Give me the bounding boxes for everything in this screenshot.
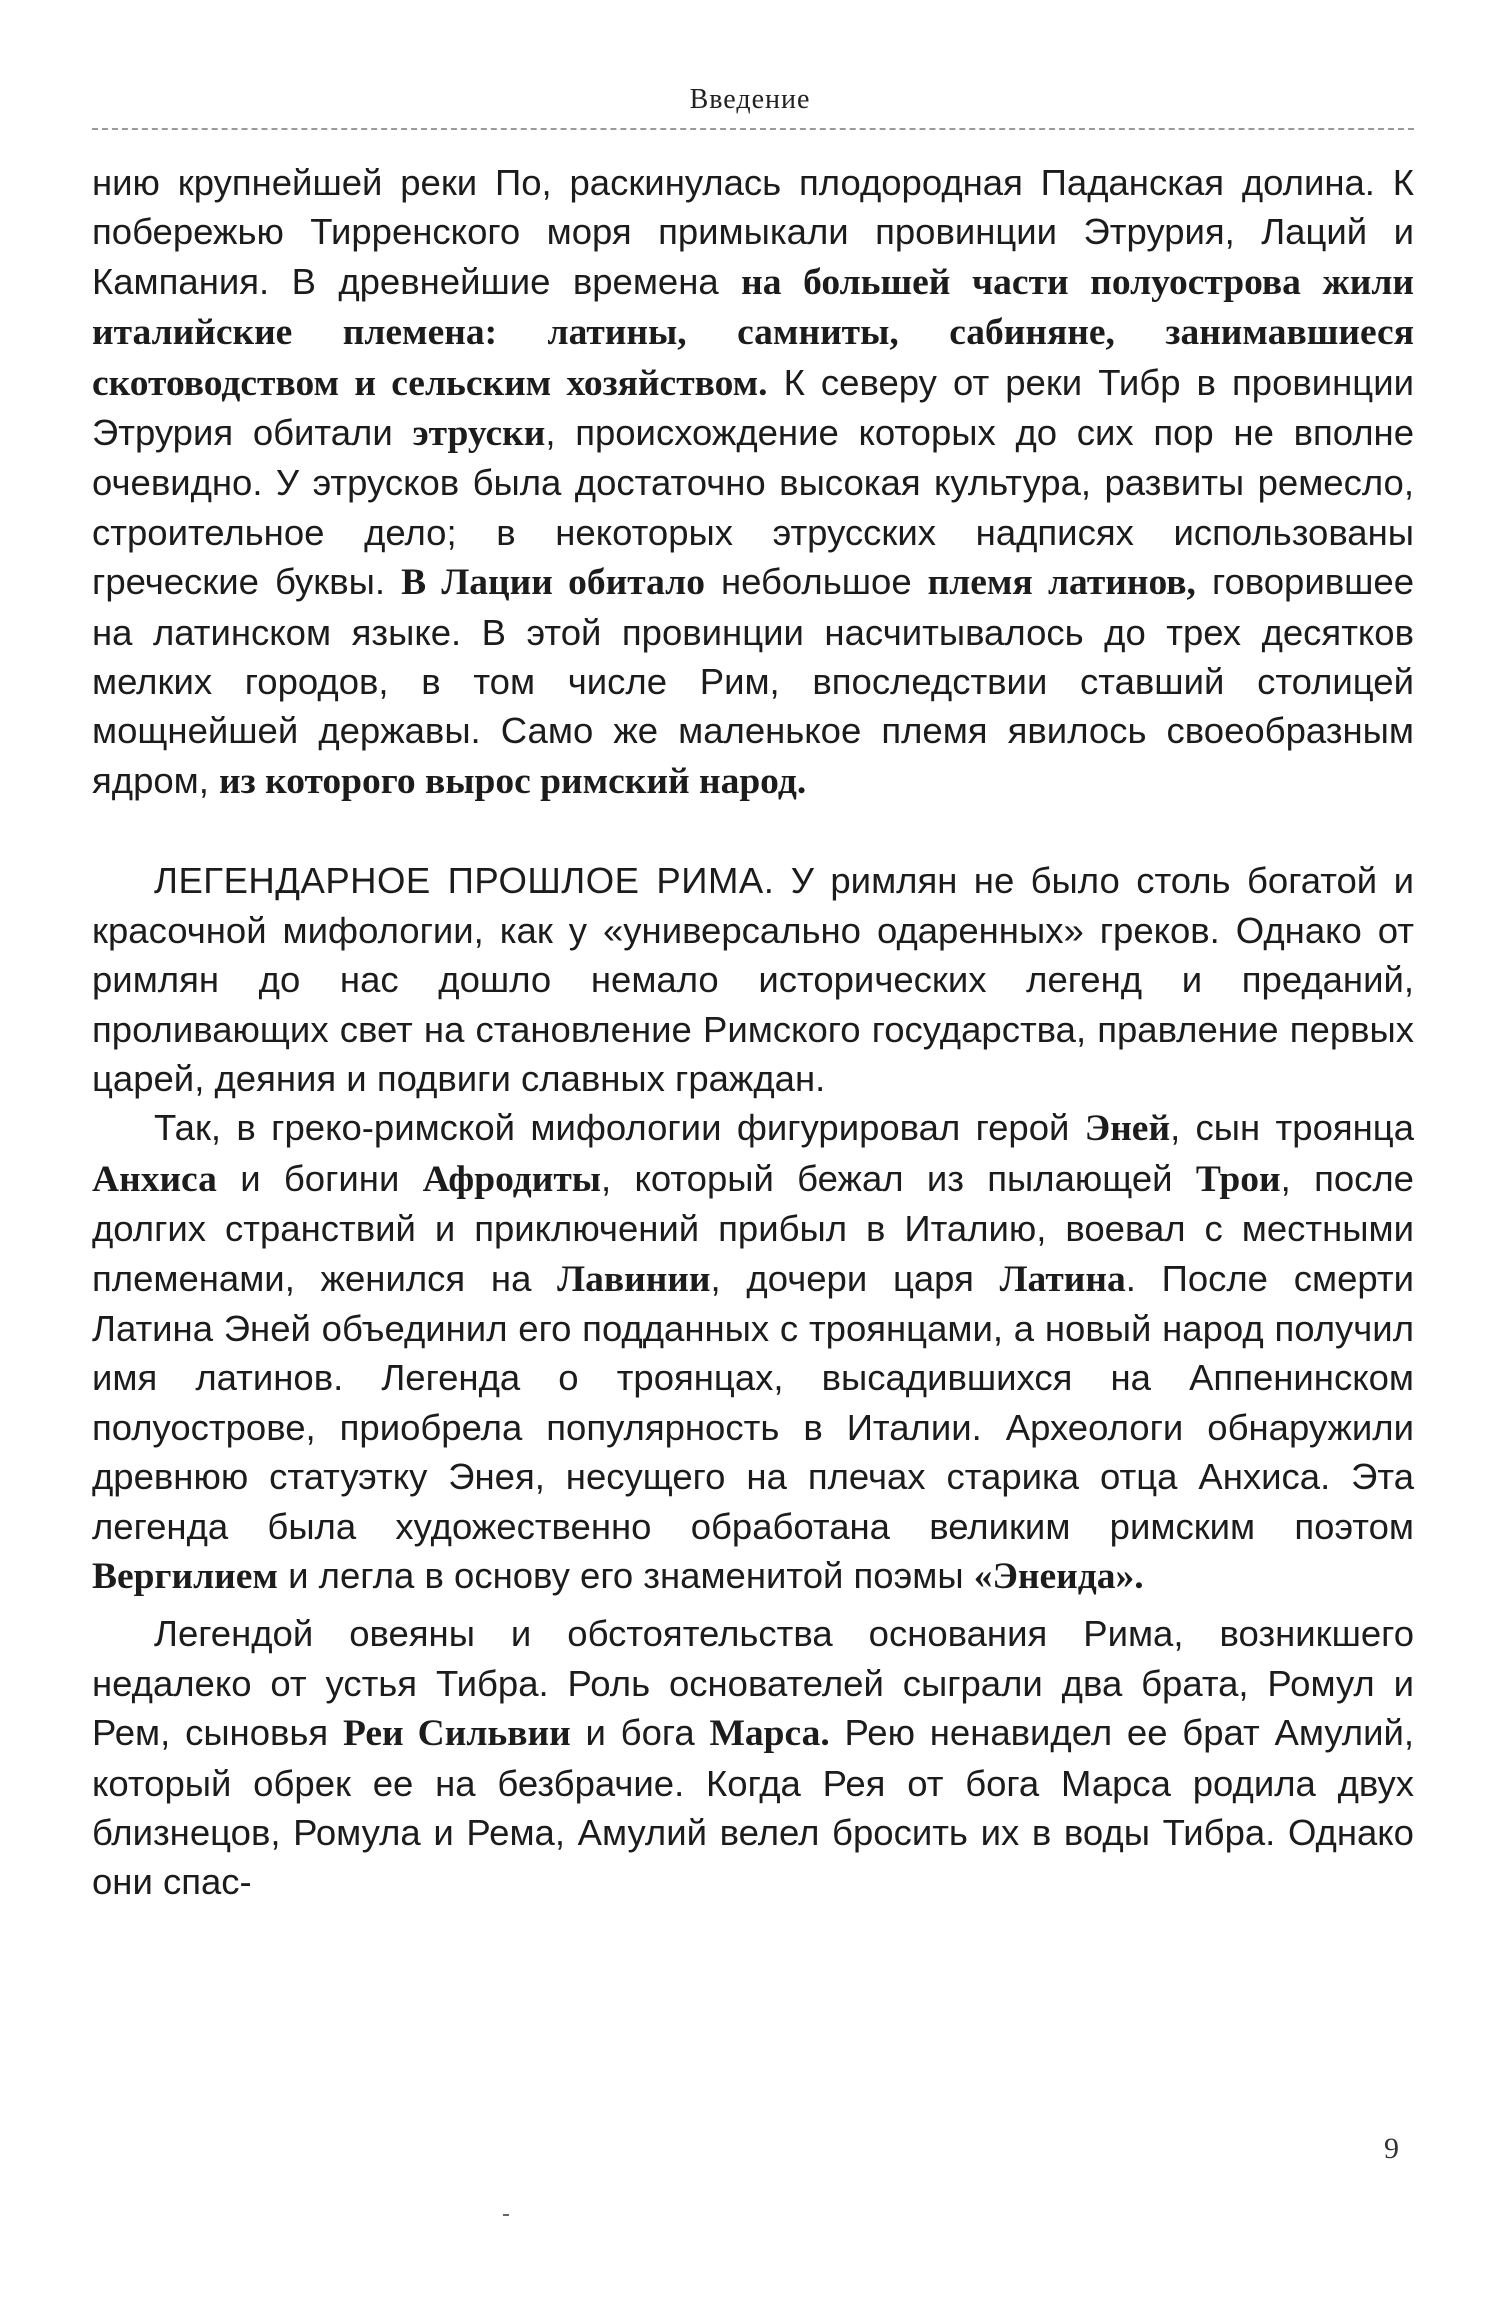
text-run: У римлян не было столь богатой и красочной мифологии, как у «универсально одаренных» греков. Однако от римлян до нас дошло немало исторических легенд и преданий, проливающих свет на становление Римского государства, правление первых царей, деяния и подвиги славных граждан.: [92, 860, 1414, 1099]
text-run: Легендой овеяны и обстоятельства основания Рима, возникшего недалеко от устья Тибра. Роль основателей сыграли два брата, Ромул и Рем, сыновья: [92, 1613, 1414, 1754]
section-heading-caps: ЛЕГЕНДАРНОЕ ПРОШЛОЕ РИМА.: [154, 860, 775, 902]
bold-term: Марса.: [709, 1713, 830, 1755]
text-run: и легла в основу его знаменитой поэмы: [277, 1554, 974, 1596]
bold-term: этруски: [412, 413, 546, 455]
bold-term: Лавинии: [557, 1258, 711, 1300]
text-run: , после долгих странствий и приключений прибыл в Италию, воевал с местными племенами, женился на: [92, 1157, 1414, 1299]
text-run: и бога: [570, 1712, 710, 1754]
bold-term: племя латинов,: [927, 562, 1196, 604]
bold-term: из которого вырос римский народ.: [219, 760, 807, 802]
text-run: нию крупнейшей реки По, раскинулась плодородная Паданская долина. К побережью Тирренского моря примыкали провинции Этрурия, Лаций и Кампания. В древнейшие времена: [92, 162, 1414, 302]
text-run: . После смерти Латина Эней объединил его подданных с троянцами, а новый народ получил имя латинов. Легенда о троянцах, высадившихся на Аппенинском полуострове, приобрела популярность в Италии. Археологи обнаружили древнюю статуэтку Энея, несущего на плечах старика отца Анхиса. Эта легенда была художественно обработана великим римским поэтом: [92, 1257, 1414, 1547]
bold-term: В Лации обитало: [401, 562, 705, 604]
body-text: [92, 158, 1414, 1907]
text-run: и богини: [216, 1157, 423, 1199]
text-run: говорившее на латинском языке. В этой провинции насчитывалось до трех десятков мелких городов, в том числе Рим, впоследствии ставший столицей мощнейшей державы. Само же маленькое племя явилось своеобразным ядром,: [92, 561, 1414, 801]
bold-term: Анхиса: [92, 1158, 217, 1200]
page-number: 9: [1384, 2132, 1399, 2165]
text-run: Рею ненавидел ее брат Амулий, который обрек ее на безбрачие. Когда Рея от бога Марса родила двух близнецов, Ромула и Рема, Амулий велел бросить их в воды Тибра. Однако они спас-: [92, 1712, 1415, 1903]
bold-term: Афродиты: [422, 1158, 602, 1200]
bold-term: Вергилием: [92, 1555, 278, 1597]
bold-term: Трои: [1195, 1158, 1281, 1200]
paragraph-4-romulus-remus: [92, 1609, 1414, 1906]
text-run: , происхождение которых до сих пор не вполне очевидно. У этрусков была достаточно высокая культура, развиты ремесло, строительное дело; в некоторых этрусских надписях использованы греческие буквы.: [92, 412, 1414, 603]
bold-term: Реи Сильвии: [342, 1713, 571, 1755]
paragraph-2-legendary-past: [92, 856, 1414, 1103]
text-run: Так, в греко-римской мифологии фигурировал герой: [154, 1107, 1085, 1149]
bold-term: на большей части полуострова жили италийские племена: латины, самниты, сабиняне, занимавшиеся скотоводством и сельским хозяйством.: [92, 261, 1414, 404]
text-run: , сын троянца: [1170, 1107, 1414, 1149]
running-head: Введение: [689, 84, 811, 115]
paragraph-3-aeneas: [92, 1103, 1414, 1601]
paragraph-1: [92, 158, 1414, 806]
scan-speck: [503, 2214, 509, 2216]
header-rule: [92, 128, 1414, 130]
text-run: , дочери царя: [710, 1257, 1000, 1299]
text-run: , который бежал из пылающей: [601, 1157, 1196, 1199]
bold-term: Латина: [999, 1258, 1126, 1300]
bold-term: «Энеида».: [973, 1555, 1144, 1597]
bold-term: Эней: [1084, 1108, 1171, 1150]
text-run: К северу от реки Тибр в провинции Этрурия обитали: [92, 361, 1414, 454]
text-run: небольшое: [704, 561, 928, 603]
